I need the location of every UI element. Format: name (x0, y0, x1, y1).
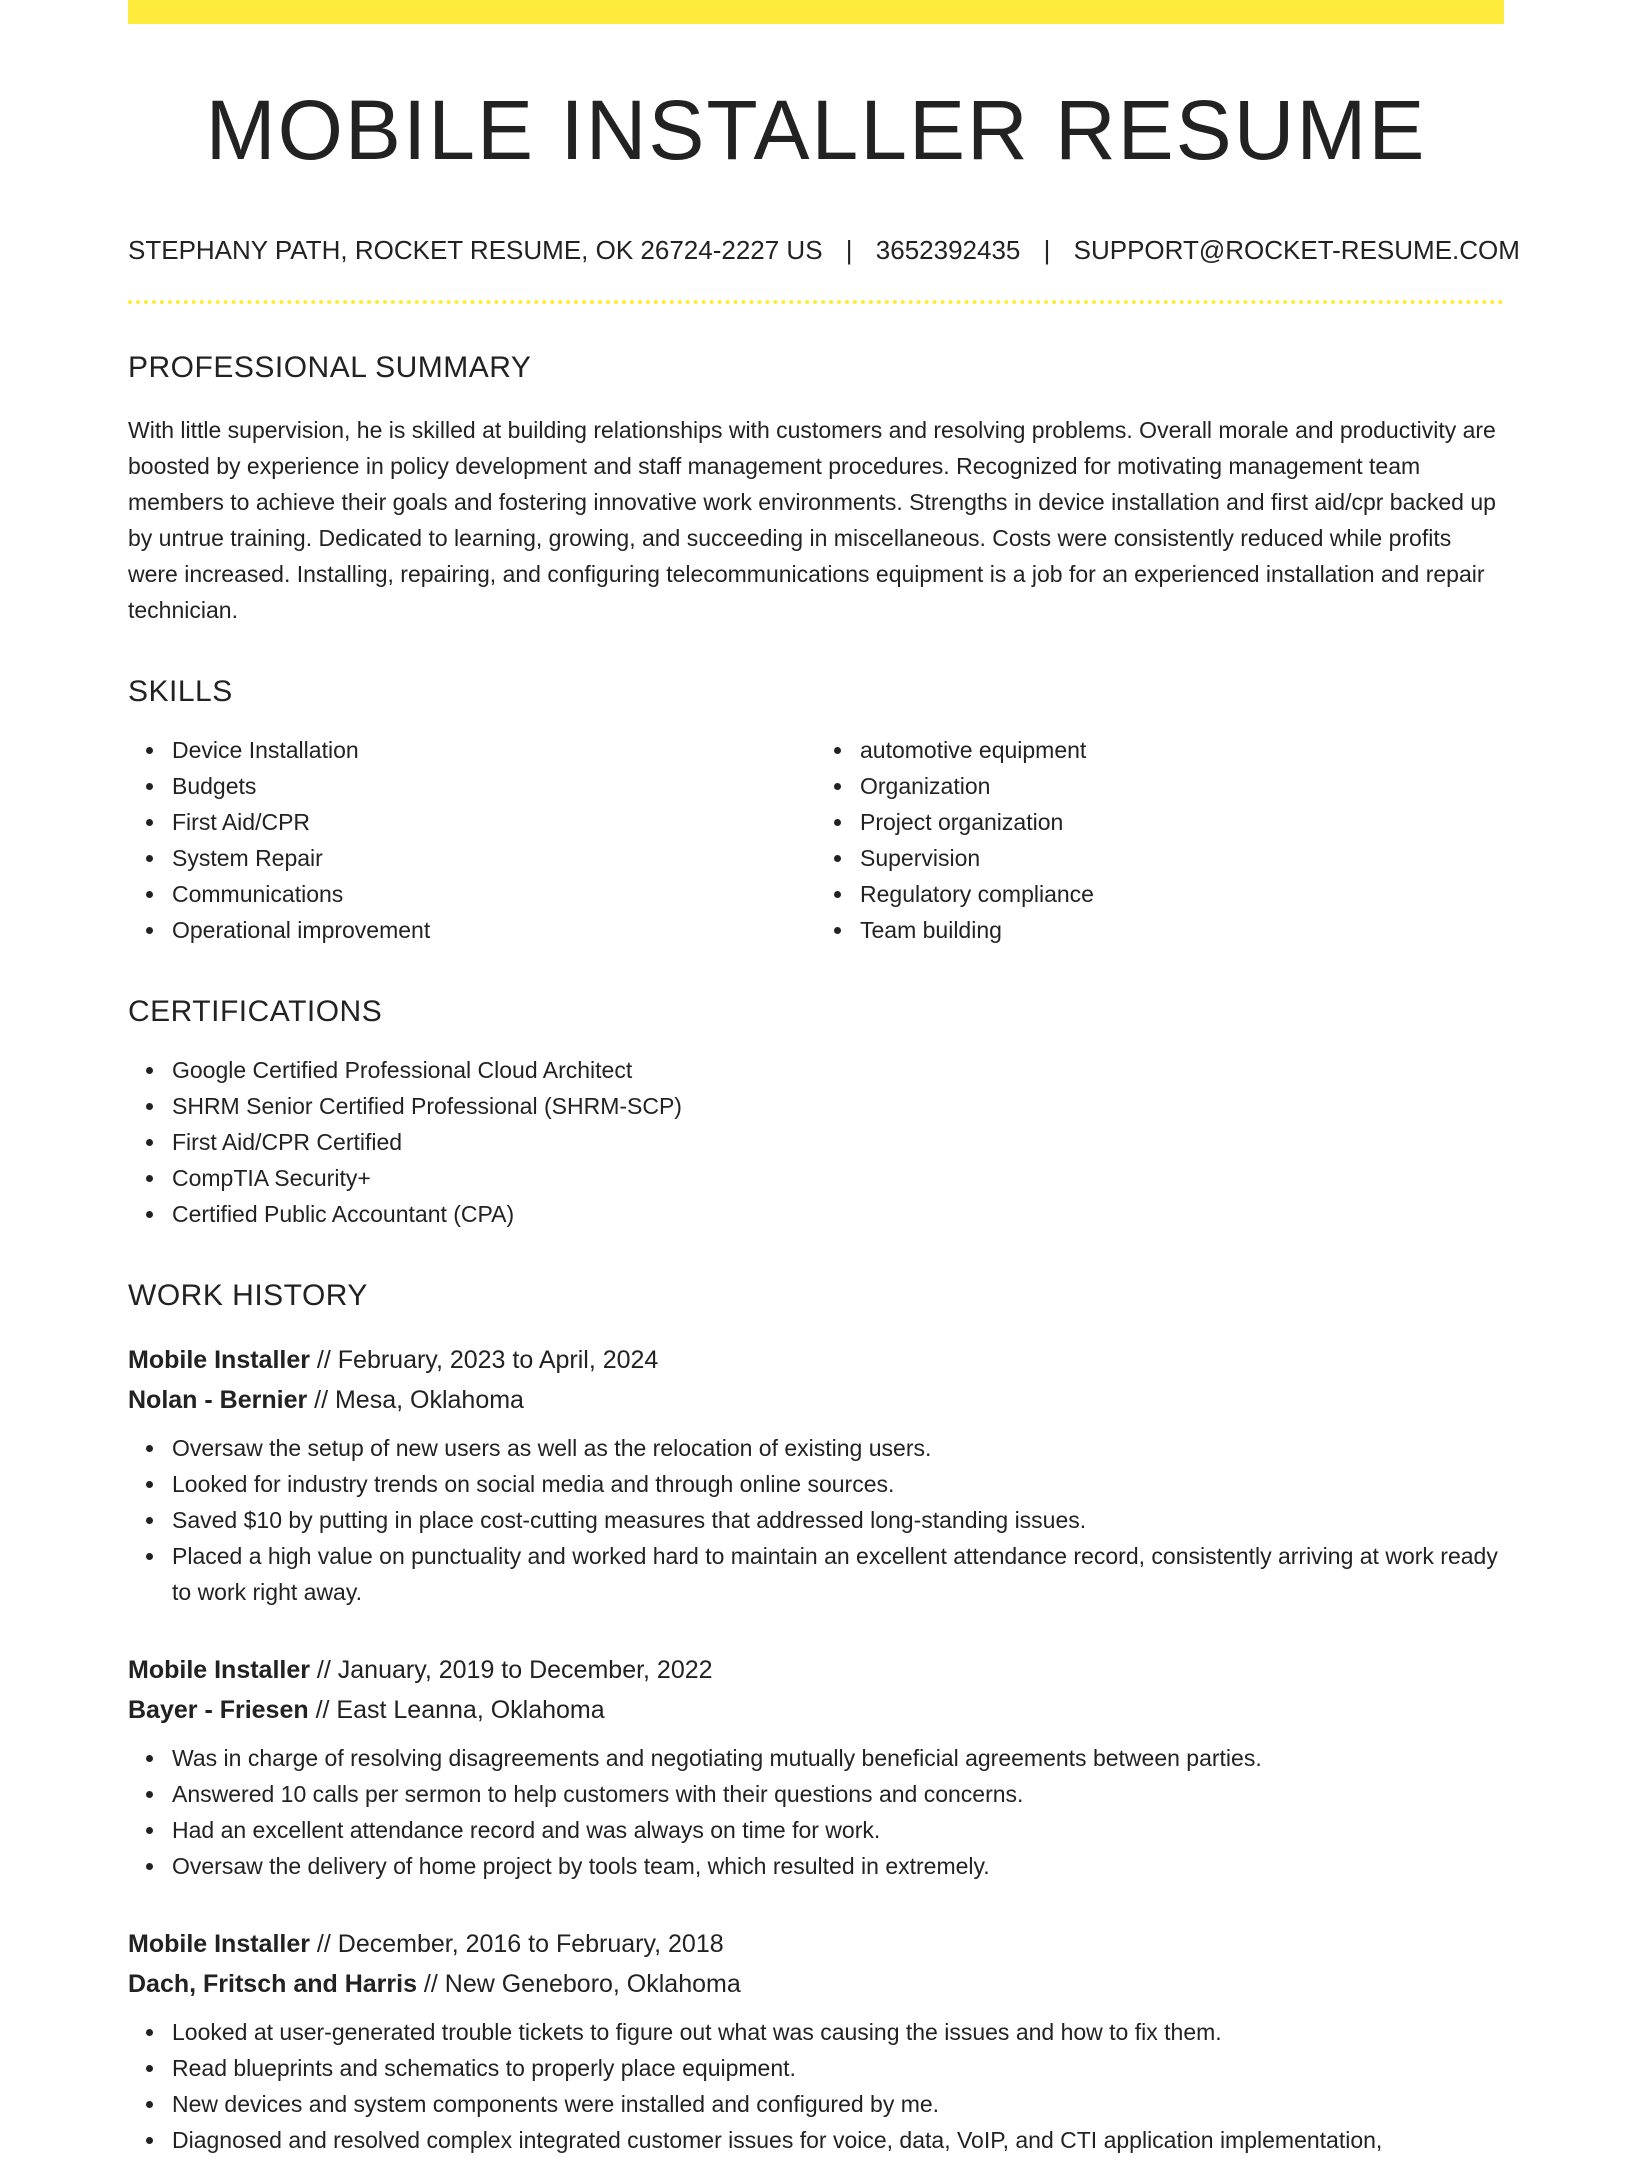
job-bullet: Diagnosed and resolved complex integrated customer issues for voice, data, VoIP, and CTI application implementation, (172, 2122, 1504, 2158)
resume-title: MOBILE INSTALLER RESUME (205, 83, 1427, 177)
job-company-line (128, 1690, 1504, 1730)
accent-top-bar (128, 0, 1504, 24)
contact-address: STEPHANY PATH, ROCKET RESUME, OK 26724-2227 US (128, 235, 823, 265)
skill-item: Organization (860, 768, 1504, 804)
certification-item: SHRM Senior Certified Professional (SHRM-SCP) (172, 1088, 1504, 1124)
job-bullets (128, 1740, 1504, 1884)
job-bullet: Saved $10 by putting in place cost-cutting measures that addressed long-standing issues. (172, 1502, 1504, 1538)
job-location: // Mesa, Oklahoma (307, 1386, 524, 1414)
job-company: Dach, Fritsch and Harris (128, 1970, 417, 1998)
contact-phone: 3652392435 (875, 235, 1021, 265)
certification-item: First Aid/CPR Certified (172, 1124, 1504, 1160)
job-bullet: Was in charge of resolving disagreements and negotiating mutually beneficial agreements between parties. (172, 1740, 1504, 1776)
certification-item: Google Certified Professional Cloud Architect (172, 1052, 1504, 1088)
dotted-divider (128, 300, 1504, 304)
skill-item: Regulatory compliance (860, 876, 1504, 912)
job-location: // East Leanna, Oklahoma (308, 1696, 605, 1724)
skill-item: Device Installation (172, 732, 816, 768)
contact-line (128, 234, 1520, 266)
job-bullet: Oversaw the setup of new users as well as the relocation of existing users. (172, 1430, 1504, 1466)
job-bullet: Had an excellent attendance record and was always on time for work. (172, 1812, 1504, 1848)
skill-item: Budgets (172, 768, 816, 804)
skill-item: Supervision (860, 840, 1504, 876)
resume-page (128, 0, 1520, 2158)
certifications-heading: CERTIFICATIONS (128, 995, 383, 1028)
job-location: // New Geneboro, Oklahoma (416, 1970, 741, 1998)
job-bullet: Placed a high value on punctuality and worked hard to maintain an excellent attendance record, consistently arriving at work ready to work right away. (172, 1538, 1504, 1610)
work-history-heading: WORK HISTORY (128, 1279, 368, 1312)
skill-item: Project organization (860, 804, 1504, 840)
job-bullets (128, 1430, 1504, 1610)
job-title-line (128, 1924, 1504, 1964)
contact-separator: | (845, 235, 853, 265)
job-dates: // January, 2019 to December, 2022 (309, 1656, 713, 1684)
certification-item: CompTIA Security+ (172, 1160, 1504, 1196)
job-bullet: Answered 10 calls per sermon to help customers with their questions and concerns. (172, 1776, 1504, 1812)
job-bullet: Looked for industry trends on social media and through online sources. (172, 1466, 1504, 1502)
skills-list-right (816, 732, 1504, 948)
job-company-line (128, 1380, 1504, 1420)
job-bullet: Oversaw the delivery of home project by tools team, which resulted in extremely. (172, 1848, 1504, 1884)
job-bullet: Looked at user-generated trouble tickets to figure out what was causing the issues and how to fix them. (172, 2014, 1504, 2050)
certification-item: Certified Public Accountant (CPA) (172, 1196, 1504, 1232)
skill-item: Team building (860, 912, 1504, 948)
job-company: Nolan - Bernier (128, 1386, 308, 1414)
job-entry (128, 1340, 1504, 1610)
skills-heading: SKILLS (128, 675, 233, 708)
contact-separator: | (1043, 235, 1051, 265)
skills-columns (128, 732, 1504, 948)
skill-item: Operational improvement (172, 912, 816, 948)
contact-email: SUPPORT@ROCKET-RESUME.COM (1073, 235, 1520, 265)
job-title: Mobile Installer (128, 1656, 310, 1684)
job-title-line (128, 1340, 1504, 1380)
job-company-line (128, 1964, 1504, 2004)
job-dates: // February, 2023 to April, 2024 (309, 1346, 659, 1374)
job-dates: // December, 2016 to February, 2018 (309, 1930, 724, 1958)
job-bullets (128, 2014, 1504, 2158)
skill-item: automotive equipment (860, 732, 1504, 768)
job-entry (128, 1924, 1504, 2158)
job-bullet: Read blueprints and schematics to properly place equipment. (172, 2050, 1504, 2086)
skill-item: Communications (172, 876, 816, 912)
skill-item: System Repair (172, 840, 816, 876)
skill-item: First Aid/CPR (172, 804, 816, 840)
summary-text: With little supervision, he is skilled at building relationships with customers and resolving problems. Overall morale and productivity are boosted by experience in policy development and staff management procedures. Recognized for motivating management team members to achieve their goals and fostering innovative work environments. Strengths in device installation and first aid/cpr backed up by untrue training. Dedicated to learning, growing, and succeeding in miscellaneous. Costs were consistently reduced while profits were increased. Installing, repairing, and configuring telecommunications equipment is a job for an experienced installation and repair technician. (128, 417, 1496, 623)
summary-heading: PROFESSIONAL SUMMARY (128, 351, 532, 384)
job-bullet: New devices and system components were installed and configured by me. (172, 2086, 1504, 2122)
job-company: Bayer - Friesen (128, 1696, 309, 1724)
job-title-line (128, 1650, 1504, 1690)
certifications-list (128, 1052, 1504, 1232)
job-entry (128, 1650, 1504, 1884)
job-title: Mobile Installer (128, 1930, 310, 1958)
job-title: Mobile Installer (128, 1346, 310, 1374)
skills-list-left (128, 732, 816, 948)
